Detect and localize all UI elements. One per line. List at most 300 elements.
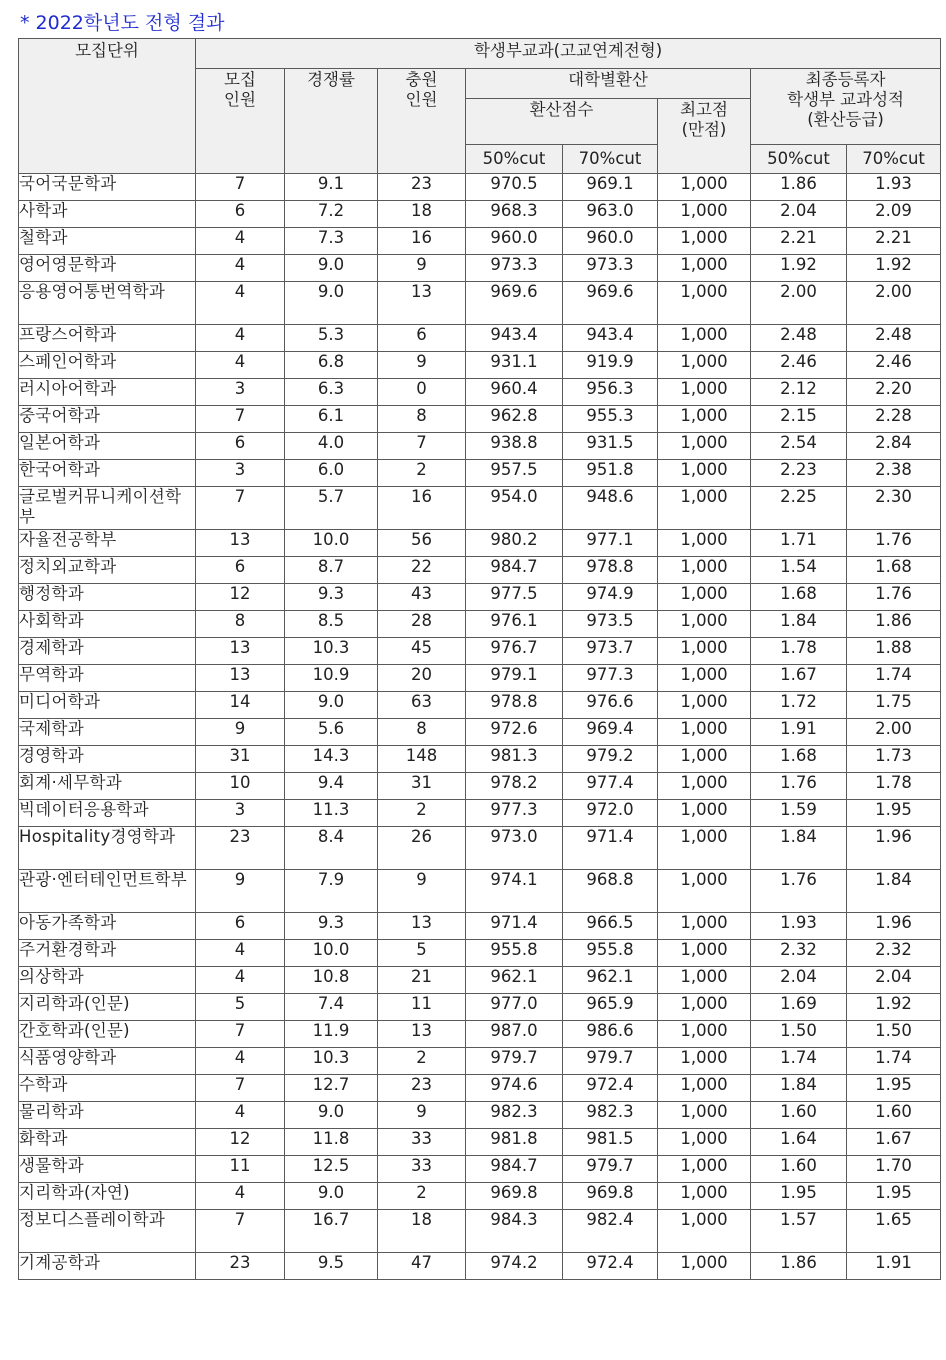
- recruit-count-cell: 10: [196, 773, 285, 800]
- competition-rate-cell: 9.0: [285, 1183, 378, 1210]
- table-row: [19, 282, 941, 325]
- recruit-count-cell: 3: [196, 800, 285, 827]
- score-50cut-cell: 981.3: [466, 746, 563, 773]
- max-score-cell: 1,000: [658, 325, 751, 352]
- fill-count-cell: 2: [378, 1048, 466, 1075]
- fill-count-cell: 6: [378, 325, 466, 352]
- fill-count-cell: 33: [378, 1156, 466, 1183]
- department-cell: 관광·엔터테인먼트학부: [19, 870, 196, 913]
- grade-50cut-cell: 2.25: [751, 487, 847, 530]
- score-50cut-cell: 969.8: [466, 1183, 563, 1210]
- department-cell: 중국어학과: [19, 406, 196, 433]
- score-70cut-cell: 973.3: [563, 255, 658, 282]
- score-70cut-cell: 986.6: [563, 1021, 658, 1048]
- department-cell: 일본어학과: [19, 433, 196, 460]
- score-50cut-cell: 974.2: [466, 1253, 563, 1280]
- fill-count-cell: 56: [378, 530, 466, 557]
- department-cell: 사회학과: [19, 611, 196, 638]
- table-row: [19, 1156, 941, 1183]
- recruit-count-cell: 3: [196, 379, 285, 406]
- fill-count-cell: 63: [378, 692, 466, 719]
- max-score-cell: 1,000: [658, 584, 751, 611]
- fill-count-cell: 45: [378, 638, 466, 665]
- competition-rate-cell: 4.0: [285, 433, 378, 460]
- department-cell: 식품영양학과: [19, 1048, 196, 1075]
- grade-50cut-cell: 1.86: [751, 174, 847, 201]
- department-cell: 국어국문학과: [19, 174, 196, 201]
- grade-70cut-cell: 2.84: [847, 433, 941, 460]
- score-50cut-cell: 971.4: [466, 913, 563, 940]
- score-70cut-cell: 969.6: [563, 282, 658, 325]
- department-cell: 의상학과: [19, 967, 196, 994]
- score-50cut-cell: 979.1: [466, 665, 563, 692]
- competition-rate-cell: 7.2: [285, 201, 378, 228]
- max-score-cell: 1,000: [658, 379, 751, 406]
- grade-70cut-cell: 1.92: [847, 994, 941, 1021]
- score-70cut-cell: 966.5: [563, 913, 658, 940]
- header-score-50cut: 50%cut: [466, 145, 563, 174]
- table-row: [19, 1102, 941, 1129]
- grade-50cut-cell: 1.54: [751, 557, 847, 584]
- score-70cut-cell: 973.5: [563, 611, 658, 638]
- grade-50cut-cell: 2.54: [751, 433, 847, 460]
- competition-rate-cell: 14.3: [285, 746, 378, 773]
- max-score-cell: 1,000: [658, 665, 751, 692]
- grade-70cut-cell: 1.74: [847, 1048, 941, 1075]
- score-50cut-cell: 977.5: [466, 584, 563, 611]
- grade-50cut-cell: 1.91: [751, 719, 847, 746]
- fill-count-cell: 9: [378, 255, 466, 282]
- recruit-count-cell: 9: [196, 719, 285, 746]
- header-fill: 충원 인원: [378, 69, 466, 174]
- score-70cut-cell: 969.4: [563, 719, 658, 746]
- score-50cut-cell: 978.8: [466, 692, 563, 719]
- max-score-cell: 1,000: [658, 940, 751, 967]
- fill-count-cell: 16: [378, 487, 466, 530]
- fill-count-cell: 9: [378, 1102, 466, 1129]
- competition-rate-cell: 5.6: [285, 719, 378, 746]
- table-row: [19, 228, 941, 255]
- header-conversion: 대학별환산: [466, 69, 751, 99]
- score-50cut-cell: 968.3: [466, 201, 563, 228]
- table-row: [19, 352, 941, 379]
- recruit-count-cell: 7: [196, 1210, 285, 1253]
- grade-70cut-cell: 2.46: [847, 352, 941, 379]
- recruit-count-cell: 7: [196, 406, 285, 433]
- score-70cut-cell: 955.3: [563, 406, 658, 433]
- max-score-cell: 1,000: [658, 773, 751, 800]
- max-score-cell: 1,000: [658, 406, 751, 433]
- competition-rate-cell: 11.8: [285, 1129, 378, 1156]
- competition-rate-cell: 5.3: [285, 325, 378, 352]
- grade-70cut-cell: 1.50: [847, 1021, 941, 1048]
- max-score-cell: 1,000: [658, 638, 751, 665]
- header-conv-score: 환산점수: [466, 99, 658, 145]
- competition-rate-cell: 9.3: [285, 913, 378, 940]
- fill-count-cell: 9: [378, 352, 466, 379]
- grade-50cut-cell: 1.57: [751, 1210, 847, 1253]
- recruit-count-cell: 13: [196, 665, 285, 692]
- table-body: [19, 174, 941, 1280]
- fill-count-cell: 13: [378, 282, 466, 325]
- score-70cut-cell: 982.4: [563, 1210, 658, 1253]
- grade-50cut-cell: 1.71: [751, 530, 847, 557]
- header-track: 학생부교과(고교연계전형): [196, 39, 941, 69]
- department-cell: 빅데이터응용학과: [19, 800, 196, 827]
- department-cell: 지리학과(자연): [19, 1183, 196, 1210]
- grade-50cut-cell: 1.78: [751, 638, 847, 665]
- score-70cut-cell: 968.8: [563, 870, 658, 913]
- table-row: [19, 1183, 941, 1210]
- competition-rate-cell: 9.5: [285, 1253, 378, 1280]
- max-score-cell: 1,000: [658, 913, 751, 940]
- recruit-count-cell: 8: [196, 611, 285, 638]
- grade-70cut-cell: 1.73: [847, 746, 941, 773]
- recruit-count-cell: 3: [196, 460, 285, 487]
- grade-50cut-cell: 1.86: [751, 1253, 847, 1280]
- score-50cut-cell: 960.0: [466, 228, 563, 255]
- score-70cut-cell: 951.8: [563, 460, 658, 487]
- max-score-cell: 1,000: [658, 352, 751, 379]
- score-50cut-cell: 962.8: [466, 406, 563, 433]
- grade-70cut-cell: 1.65: [847, 1210, 941, 1253]
- max-score-cell: 1,000: [658, 719, 751, 746]
- department-cell: 철학과: [19, 228, 196, 255]
- score-70cut-cell: 931.5: [563, 433, 658, 460]
- recruit-count-cell: 14: [196, 692, 285, 719]
- department-cell: 간호학과(인문): [19, 1021, 196, 1048]
- grade-50cut-cell: 1.68: [751, 746, 847, 773]
- grade-50cut-cell: 1.64: [751, 1129, 847, 1156]
- fill-count-cell: 13: [378, 1021, 466, 1048]
- recruit-count-cell: 4: [196, 940, 285, 967]
- competition-rate-cell: 11.3: [285, 800, 378, 827]
- admission-results-table: [18, 38, 941, 1280]
- max-score-cell: 1,000: [658, 255, 751, 282]
- max-score-cell: 1,000: [658, 530, 751, 557]
- recruit-count-cell: 4: [196, 1183, 285, 1210]
- grade-70cut-cell: 1.78: [847, 773, 941, 800]
- grade-50cut-cell: 2.32: [751, 940, 847, 967]
- max-score-cell: 1,000: [658, 460, 751, 487]
- recruit-count-cell: 7: [196, 487, 285, 530]
- max-score-cell: 1,000: [658, 1183, 751, 1210]
- department-cell: 경영학과: [19, 746, 196, 773]
- header-score-70cut: 70%cut: [563, 145, 658, 174]
- max-score-cell: 1,000: [658, 870, 751, 913]
- department-cell: 프랑스어학과: [19, 325, 196, 352]
- grade-50cut-cell: 2.48: [751, 325, 847, 352]
- max-score-cell: 1,000: [658, 1129, 751, 1156]
- header-grade-70cut: 70%cut: [847, 145, 941, 174]
- department-cell: 정보디스플레이학과: [19, 1210, 196, 1253]
- grade-70cut-cell: 2.21: [847, 228, 941, 255]
- competition-rate-cell: 5.7: [285, 487, 378, 530]
- grade-70cut-cell: 1.92: [847, 255, 941, 282]
- score-70cut-cell: 972.0: [563, 800, 658, 827]
- recruit-count-cell: 13: [196, 638, 285, 665]
- fill-count-cell: 2: [378, 460, 466, 487]
- fill-count-cell: 28: [378, 611, 466, 638]
- table-row: [19, 1021, 941, 1048]
- recruit-count-cell: 4: [196, 967, 285, 994]
- fill-count-cell: 22: [378, 557, 466, 584]
- fill-count-cell: 5: [378, 940, 466, 967]
- grade-50cut-cell: 2.04: [751, 201, 847, 228]
- competition-rate-cell: 8.4: [285, 827, 378, 870]
- table-header: [19, 39, 941, 174]
- score-70cut-cell: 977.3: [563, 665, 658, 692]
- table-row: [19, 994, 941, 1021]
- score-50cut-cell: 984.7: [466, 1156, 563, 1183]
- fill-count-cell: 11: [378, 994, 466, 1021]
- competition-rate-cell: 7.9: [285, 870, 378, 913]
- max-score-cell: 1,000: [658, 487, 751, 530]
- max-score-cell: 1,000: [658, 1048, 751, 1075]
- recruit-count-cell: 12: [196, 584, 285, 611]
- header-grade-50cut: 50%cut: [751, 145, 847, 174]
- grade-50cut-cell: 1.72: [751, 692, 847, 719]
- table-row: [19, 584, 941, 611]
- grade-70cut-cell: 1.70: [847, 1156, 941, 1183]
- department-cell: 글로벌커뮤니케이션학부: [19, 487, 196, 530]
- score-50cut-cell: 974.6: [466, 1075, 563, 1102]
- score-50cut-cell: 957.5: [466, 460, 563, 487]
- grade-50cut-cell: 1.74: [751, 1048, 847, 1075]
- score-70cut-cell: 981.5: [563, 1129, 658, 1156]
- department-cell: 러시아어학과: [19, 379, 196, 406]
- table-row: [19, 406, 941, 433]
- grade-70cut-cell: 1.86: [847, 611, 941, 638]
- fill-count-cell: 26: [378, 827, 466, 870]
- recruit-count-cell: 7: [196, 1021, 285, 1048]
- score-70cut-cell: 978.8: [563, 557, 658, 584]
- fill-count-cell: 20: [378, 665, 466, 692]
- recruit-count-cell: 23: [196, 827, 285, 870]
- score-70cut-cell: 971.4: [563, 827, 658, 870]
- department-cell: 행정학과: [19, 584, 196, 611]
- recruit-count-cell: 23: [196, 1253, 285, 1280]
- score-50cut-cell: 981.8: [466, 1129, 563, 1156]
- table-row: [19, 1253, 941, 1280]
- max-score-cell: 1,000: [658, 433, 751, 460]
- table-row: [19, 719, 941, 746]
- table-row: [19, 940, 941, 967]
- table-row: [19, 827, 941, 870]
- table-row: [19, 1048, 941, 1075]
- header-competition: 경쟁률: [285, 69, 378, 174]
- grade-50cut-cell: 2.15: [751, 406, 847, 433]
- table-row: [19, 870, 941, 913]
- competition-rate-cell: 8.7: [285, 557, 378, 584]
- recruit-count-cell: 4: [196, 228, 285, 255]
- grade-70cut-cell: 1.96: [847, 827, 941, 870]
- fill-count-cell: 9: [378, 870, 466, 913]
- table-row: [19, 379, 941, 406]
- max-score-cell: 1,000: [658, 228, 751, 255]
- grade-50cut-cell: 1.68: [751, 584, 847, 611]
- score-70cut-cell: 982.3: [563, 1102, 658, 1129]
- grade-70cut-cell: 1.75: [847, 692, 941, 719]
- max-score-cell: 1,000: [658, 1075, 751, 1102]
- competition-rate-cell: 7.4: [285, 994, 378, 1021]
- grade-70cut-cell: 1.96: [847, 913, 941, 940]
- score-70cut-cell: 955.8: [563, 940, 658, 967]
- table-row: [19, 967, 941, 994]
- grade-70cut-cell: 1.60: [847, 1102, 941, 1129]
- grade-50cut-cell: 1.67: [751, 665, 847, 692]
- grade-70cut-cell: 1.95: [847, 1183, 941, 1210]
- grade-50cut-cell: 1.84: [751, 827, 847, 870]
- department-cell: 주거환경학과: [19, 940, 196, 967]
- department-cell: 영어영문학과: [19, 255, 196, 282]
- recruit-count-cell: 4: [196, 255, 285, 282]
- score-50cut-cell: 978.2: [466, 773, 563, 800]
- table-row: [19, 773, 941, 800]
- score-50cut-cell: 973.3: [466, 255, 563, 282]
- table-row: [19, 1129, 941, 1156]
- score-50cut-cell: 938.8: [466, 433, 563, 460]
- recruit-count-cell: 4: [196, 325, 285, 352]
- competition-rate-cell: 12.7: [285, 1075, 378, 1102]
- competition-rate-cell: 11.9: [285, 1021, 378, 1048]
- competition-rate-cell: 9.0: [285, 1102, 378, 1129]
- header-recruit: 모집 인원: [196, 69, 285, 174]
- grade-70cut-cell: 1.76: [847, 530, 941, 557]
- score-70cut-cell: 962.1: [563, 967, 658, 994]
- grade-70cut-cell: 2.28: [847, 406, 941, 433]
- score-50cut-cell: 974.1: [466, 870, 563, 913]
- fill-count-cell: 13: [378, 913, 466, 940]
- table-row: [19, 174, 941, 201]
- fill-count-cell: 8: [378, 719, 466, 746]
- grade-50cut-cell: 1.50: [751, 1021, 847, 1048]
- score-50cut-cell: 955.8: [466, 940, 563, 967]
- recruit-count-cell: 6: [196, 201, 285, 228]
- score-70cut-cell: 919.9: [563, 352, 658, 379]
- fill-count-cell: 23: [378, 174, 466, 201]
- score-70cut-cell: 969.1: [563, 174, 658, 201]
- grade-50cut-cell: 1.95: [751, 1183, 847, 1210]
- grade-70cut-cell: 2.30: [847, 487, 941, 530]
- department-cell: 화학과: [19, 1129, 196, 1156]
- score-50cut-cell: 979.7: [466, 1048, 563, 1075]
- department-cell: 사학과: [19, 201, 196, 228]
- score-50cut-cell: 962.1: [466, 967, 563, 994]
- department-cell: 수학과: [19, 1075, 196, 1102]
- score-70cut-cell: 956.3: [563, 379, 658, 406]
- max-score-cell: 1,000: [658, 282, 751, 325]
- score-70cut-cell: 972.4: [563, 1253, 658, 1280]
- table-row: [19, 530, 941, 557]
- department-cell: 기계공학과: [19, 1253, 196, 1280]
- recruit-count-cell: 31: [196, 746, 285, 773]
- department-cell: Hospitality경영학과: [19, 827, 196, 870]
- table-row: [19, 460, 941, 487]
- recruit-count-cell: 9: [196, 870, 285, 913]
- score-70cut-cell: 963.0: [563, 201, 658, 228]
- competition-rate-cell: 9.1: [285, 174, 378, 201]
- competition-rate-cell: 8.5: [285, 611, 378, 638]
- score-70cut-cell: 976.6: [563, 692, 658, 719]
- grade-50cut-cell: 2.46: [751, 352, 847, 379]
- score-50cut-cell: 982.3: [466, 1102, 563, 1129]
- max-score-cell: 1,000: [658, 800, 751, 827]
- fill-count-cell: 8: [378, 406, 466, 433]
- fill-count-cell: 18: [378, 201, 466, 228]
- max-score-cell: 1,000: [658, 1210, 751, 1253]
- department-cell: 무역학과: [19, 665, 196, 692]
- competition-rate-cell: 6.8: [285, 352, 378, 379]
- department-cell: 미디어학과: [19, 692, 196, 719]
- score-70cut-cell: 960.0: [563, 228, 658, 255]
- competition-rate-cell: 16.7: [285, 1210, 378, 1253]
- grade-70cut-cell: 2.00: [847, 282, 941, 325]
- grade-70cut-cell: 1.84: [847, 870, 941, 913]
- header-max-score: 최고점 (만점): [658, 99, 751, 174]
- department-cell: 경제학과: [19, 638, 196, 665]
- competition-rate-cell: 9.4: [285, 773, 378, 800]
- grade-50cut-cell: 2.12: [751, 379, 847, 406]
- score-50cut-cell: 980.2: [466, 530, 563, 557]
- grade-70cut-cell: 1.95: [847, 800, 941, 827]
- score-50cut-cell: 973.0: [466, 827, 563, 870]
- recruit-count-cell: 5: [196, 994, 285, 1021]
- grade-70cut-cell: 1.95: [847, 1075, 941, 1102]
- max-score-cell: 1,000: [658, 1253, 751, 1280]
- table-row: [19, 487, 941, 530]
- score-50cut-cell: 972.6: [466, 719, 563, 746]
- max-score-cell: 1,000: [658, 827, 751, 870]
- table-row: [19, 201, 941, 228]
- grade-50cut-cell: 1.76: [751, 870, 847, 913]
- competition-rate-cell: 10.3: [285, 1048, 378, 1075]
- grade-70cut-cell: 1.91: [847, 1253, 941, 1280]
- department-cell: 국제학과: [19, 719, 196, 746]
- grade-70cut-cell: 1.68: [847, 557, 941, 584]
- recruit-count-cell: 7: [196, 174, 285, 201]
- grade-70cut-cell: 2.38: [847, 460, 941, 487]
- fill-count-cell: 43: [378, 584, 466, 611]
- recruit-count-cell: 11: [196, 1156, 285, 1183]
- score-50cut-cell: 954.0: [466, 487, 563, 530]
- score-70cut-cell: 965.9: [563, 994, 658, 1021]
- header-final: 최종등록자 학생부 교과성적 (환산등급): [751, 69, 941, 145]
- grade-70cut-cell: 2.04: [847, 967, 941, 994]
- department-cell: 지리학과(인문): [19, 994, 196, 1021]
- department-cell: 회계·세무학과: [19, 773, 196, 800]
- grade-50cut-cell: 1.76: [751, 773, 847, 800]
- grade-50cut-cell: 2.00: [751, 282, 847, 325]
- fill-count-cell: 47: [378, 1253, 466, 1280]
- score-70cut-cell: 977.4: [563, 773, 658, 800]
- fill-count-cell: 18: [378, 1210, 466, 1253]
- score-70cut-cell: 974.9: [563, 584, 658, 611]
- table-row: [19, 611, 941, 638]
- table-row: [19, 1075, 941, 1102]
- competition-rate-cell: 10.3: [285, 638, 378, 665]
- grade-50cut-cell: 1.59: [751, 800, 847, 827]
- score-50cut-cell: 931.1: [466, 352, 563, 379]
- table-row: [19, 638, 941, 665]
- grade-70cut-cell: 2.32: [847, 940, 941, 967]
- fill-count-cell: 23: [378, 1075, 466, 1102]
- score-70cut-cell: 973.7: [563, 638, 658, 665]
- competition-rate-cell: 10.9: [285, 665, 378, 692]
- grade-70cut-cell: 2.09: [847, 201, 941, 228]
- score-50cut-cell: 977.3: [466, 800, 563, 827]
- competition-rate-cell: 12.5: [285, 1156, 378, 1183]
